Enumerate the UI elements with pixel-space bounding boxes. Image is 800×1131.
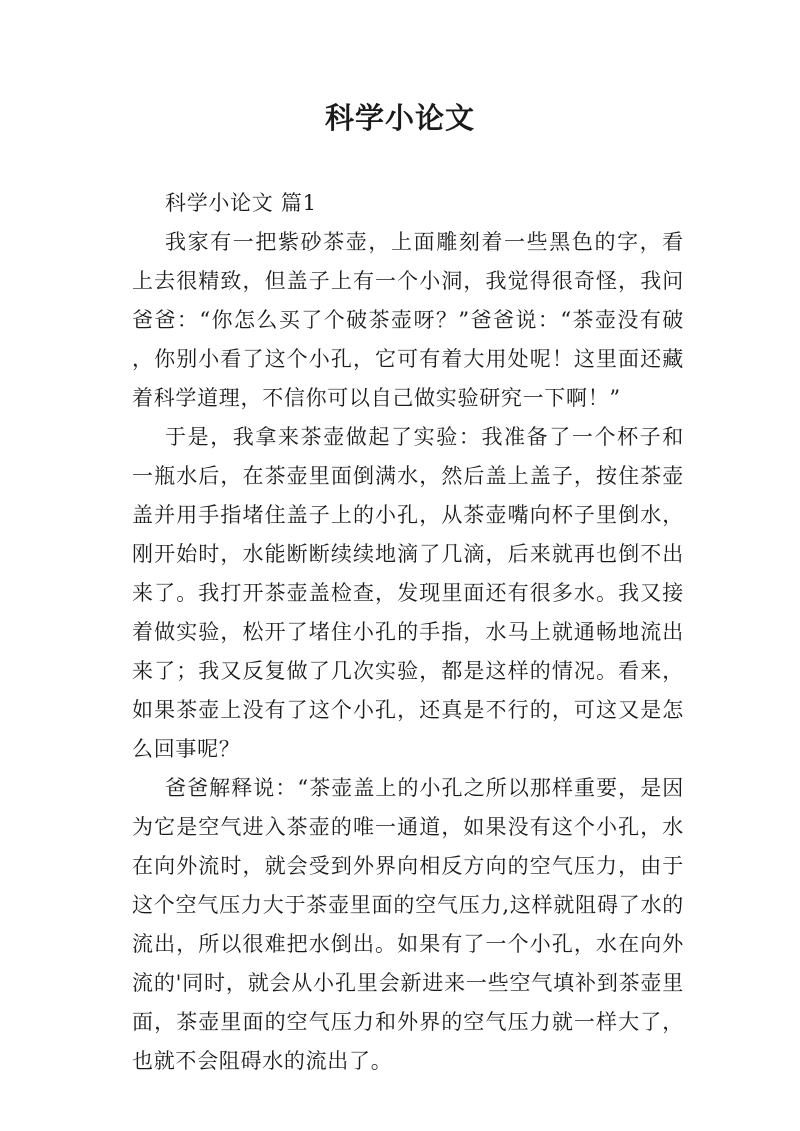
paragraph-3: 爸爸解释说：“茶壶盖上的小孔之所以那样重要，是因为它是空气进入茶壶的唯一通道，如果没有这个小孔，水在向外流时，就会受到外界向相反方向的空气压力，由于这个空气压力大于茶壶里面的空气压力,这样就阻碍了水的流出，所以很难把水倒出。如果有了一个小孔，水在向外流的'同时，就会从小孔里会新进来一些空气填补到茶壶里面，茶壶里面的空气压力和外界的空气压力就一样大了，也就不会阻碍水的流出了。: [132, 776, 684, 1073]
paragraph-2: 于是，我拿来茶壶做起了实验：我准备了一个杯子和一瓶水后，在茶壶里面倒满水，然后盖上盖子，按住茶壶盖并用手指堵住盖子上的小孔，从茶壶嘴向杯子里倒水，刚开始时，水能断断续续地滴了几滴，后来就再也倒不出来了。我打开茶壶盖检查，发现里面还有很多水。我又接着做实验，松开了堵住小孔的手指，水马上就通畅地流出来了；我又反复做了几次实验，都是这样的情况。看来，如果茶壶上没有了这个小孔，还真是不行的，可这又是怎么回事呢？: [132, 425, 684, 761]
section-heading: 科学小论文 篇1: [165, 191, 317, 215]
document-body: [132, 184, 684, 1081]
paragraph-1: 我家有一把紫砂茶壶，上面雕刻着一些黑色的字，看上去很精致，但盖子上有一个小洞，我觉得很奇怪，我问爸爸：“你怎么买了个破茶壶呀？”爸爸说：“茶壶没有破，你别小看了这个小孔，它可有着大用处呢！这里面还藏着科学道理，不信你可以自己做实验研究一下啊！”: [132, 230, 684, 410]
document-title: 科学小论文: [324, 101, 475, 135]
